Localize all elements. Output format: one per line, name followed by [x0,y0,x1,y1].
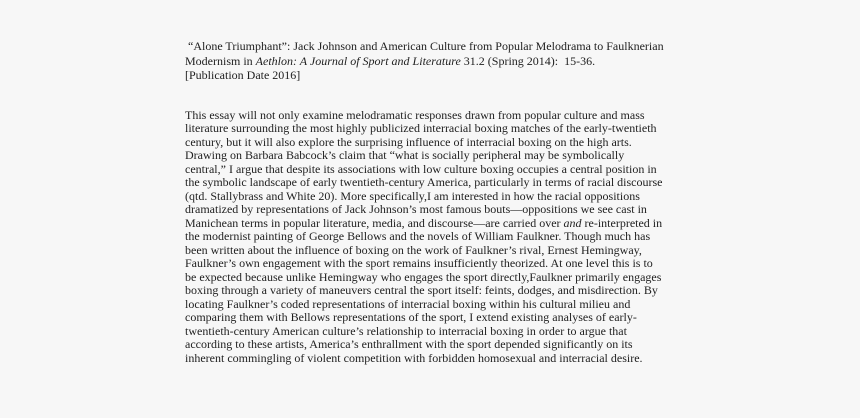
citation-text-pre: “Alone Triumphant”: Jack Johnson and American Culture from Popular Melodrama to Faulknerian Modernism in [185,39,667,68]
abstract-text-pre: This essay will not only examine melodramatic responses drawn from popular culture and mass literature surrounding the most highly publicized interracial boxing matches of the early-twentieth century, but it will also explore the surprising influence of interracial boxing on the high arts. Drawing on Barbara Babcock’s claim that “what is socially peripheral may be symbolically central,” I argue that despite its associations with low culture boxing occupies a central position in the symbolic landscape of early twentieth-century America, particularly in terms of racial discourse (qtd. Stallybrass and White 20). More specifically,I am interested in how the racial oppositions dramatized by representations of Jack Johnson’s most famous bouts—oppositions we see cast in Manichean terms in popular literature, media, and discourse—are carried over [185,107,666,230]
publication-date-note: [Publication Date 2016] [185,68,301,82]
citation [185,39,667,68]
abstract-text-post: re-interpreted in the modernist painting of George Bellows and the novels of William Faulkner. Though much has been written about the influence of boxing on the work of Faulkner’s rival, Ernest Hemingway, Faulkner’s own engagement with the sport remains insufficiently theorized. At one level this is to be expected because unlike Hemingway who engages the sport directly,Faulkner primarily engages boxing through a variety of maneuvers central the sport itself: feints, dodges, and misdirection. By locating Faulkner’s coded representations of interracial boxing within his cultural milieu and comparing them with Bellows representations of the sport, I extend existing analyses of early-twentieth-century American culture’s relationship to interracial boxing in order to argue that according to these artists, America’s enthrallment with the sport depended significantly on its inherent commingling of violent competition with forbidden homosexual and interracial desire. [185,215,666,365]
abstract-italic-word: and [563,215,582,230]
journal-title: Aethlon: A Journal of Sport and Literature [255,53,461,68]
citation-text-post: 31.2 (Spring 2014): 15-36. [460,53,596,68]
document-page [185,39,667,365]
abstract-paragraph [185,109,667,366]
